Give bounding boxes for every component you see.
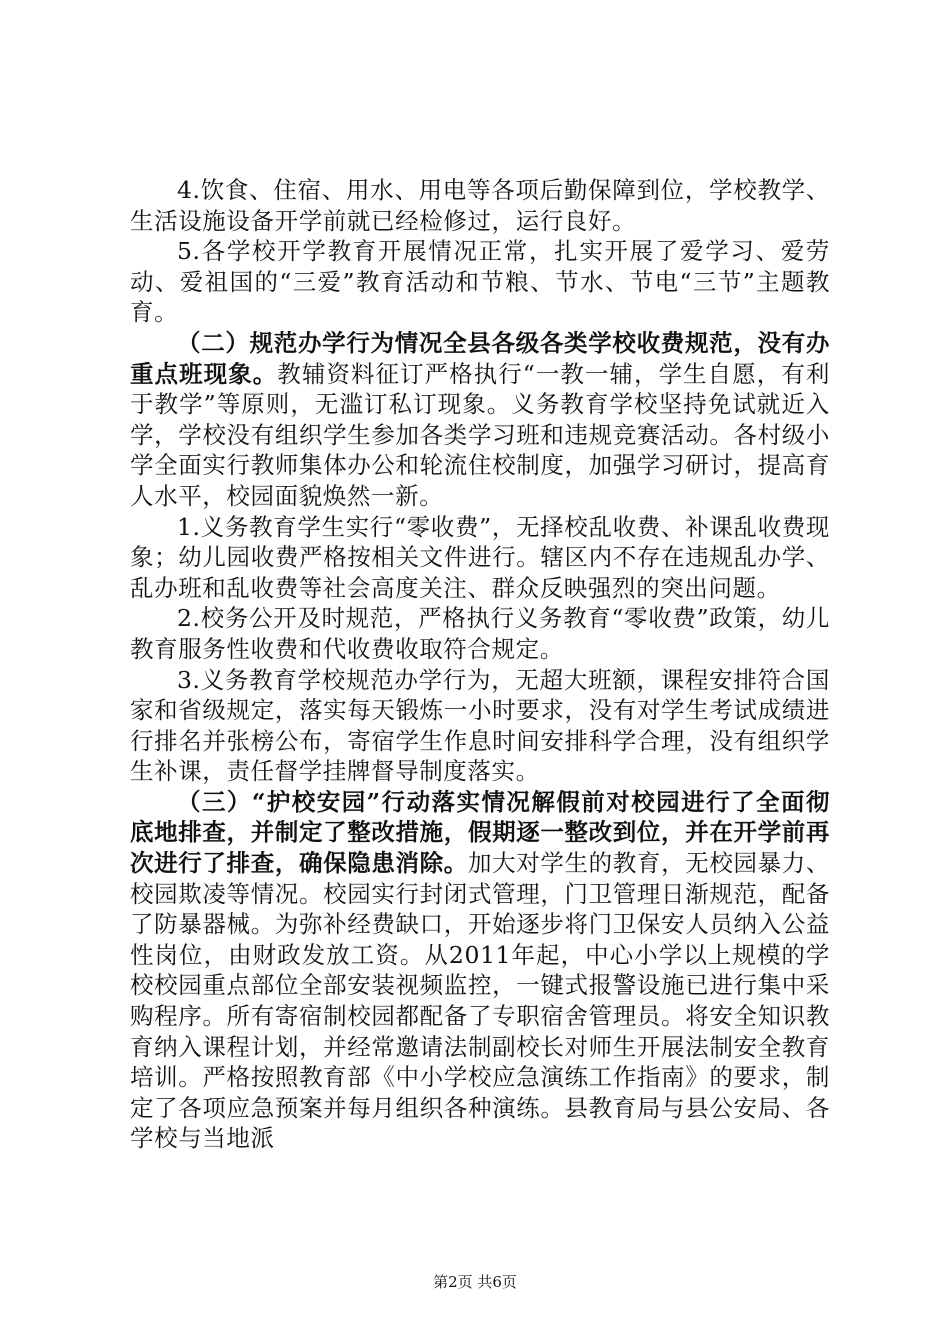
document-body: [130, 175, 830, 1154]
paragraph-text: 教辅资料征订严格执行“一教一辅，学生自愿，有利于教学”等原则，无滥订私订现象。义务教育学校坚持免试就近入学，学校没有组织学生参加各类学习班和违规竞赛活动。各村级小学全面实行教师集体办公和轮流住校制度，加强学习研讨，提高育人水平，校园面貌焕然一新。: [130, 359, 830, 510]
section-heading-text: （二）规范办学行为情况全县各级各类学校收费规范，没有办重点班现象。: [130, 328, 830, 388]
section-heading-campus-safety: [130, 787, 830, 1154]
paragraph-text: 加大对学生的教育，无校园暴力、校园欺凌等情况。校园实行封闭式管理，门卫管理日渐规范，配备了防暴器械。为弥补经费缺口，开始逐步将门卫保安人员纳入公益性岗位，由财政发放工资。从2011年起，中心小学以上规模的学校校园重点部位全部安装视频监控，一键式报警设施已进行集中采购程序。所有寄宿制校园都配备了专职宿舍管理员。将安全知识教育纳入课程计划，并经常邀请法制副校长对师生开展法制安全教育培训。严格按照教育部《中小学校应急演练工作指南》的要求，制定了各项应急预案并每月组织各种演练。县教育局与县公安局、各学校与当地派: [130, 849, 830, 1153]
paragraph-zero-fee: [130, 512, 830, 604]
section-heading-standardized-schooling: [130, 328, 830, 512]
paragraph-opening-education: [130, 236, 830, 328]
paragraph-text: 3.义务教育学校规范办学行为，无超大班额，课程安排符合国家和省级规定，落实每天锻炼一小时要求，没有对学生考试成绩进行排名并张榜公布，寄宿学生作息时间安排科学合理，没有组织学生补课，责任督学挂牌督导制度落实。: [130, 665, 830, 786]
paragraph-logistics: [130, 175, 830, 236]
paragraph-school-affairs: [130, 603, 830, 664]
paragraph-text: 2.校务公开及时规范，严格执行义务教育“零收费”政策，幼儿教育服务性收费和代收费收取符合规定。: [130, 604, 830, 663]
page-number-footer: 第2页 共6页: [433, 1273, 517, 1291]
section-heading-text: （三）“护校安园”行动落实情况解假前对校园进行了全面彻底地排查，并制定了整改措施，假期逐一整改到位，并在开学前再次进行了排查，确保隐患消除。: [130, 787, 830, 878]
paragraph-compulsory-education: [130, 665, 830, 787]
paragraph-text: 4.饮食、住宿、用水、用电等各项后勤保障到位，学校教学、生活设施设备开学前就已经检修过，运行良好。: [130, 176, 830, 235]
paragraph-text: 5.各学校开学教育开展情况正常，扎实开展了爱学习、爱劳动、爱祖国的“三爱”教育活动和节粮、节水、节电“三节”主题教育。: [130, 237, 830, 327]
paragraph-text: 1.义务教育学生实行“零收费”，无择校乱收费、补课乱收费现象；幼儿园收费严格按相关文件进行。辖区内不存在违规乱办学、乱办班和乱收费等社会高度关注、群众反映强烈的突出问题。: [130, 512, 830, 602]
